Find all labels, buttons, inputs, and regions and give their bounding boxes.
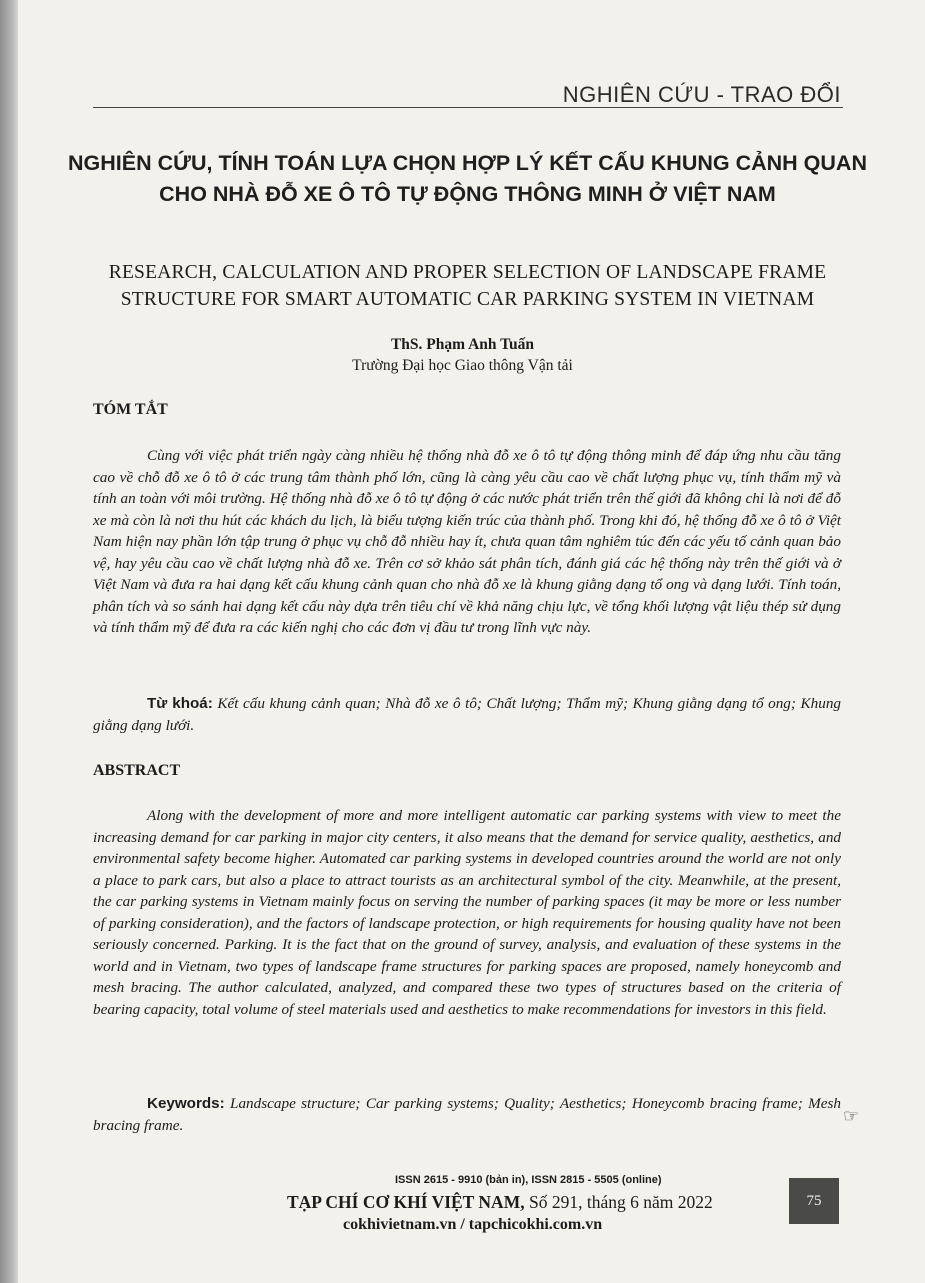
author-affiliation: Trường Đại học Giao thông Vận tải — [352, 357, 573, 374]
section-label: NGHIÊN CỨU - TRAO ĐỔI — [562, 82, 841, 107]
abstract-keywords — [93, 1093, 841, 1136]
header-divider — [93, 107, 843, 108]
page-number: 75 — [789, 1178, 839, 1224]
summary-heading: TÓM TẮT — [93, 401, 168, 418]
footer-issn: ISSN 2615 - 9910 (bản in), ISSN 2815 - 5505 (online) — [395, 1174, 662, 1186]
article-title-vietnamese: NGHIÊN CỨU, TÍNH TOÁN LỰA CHỌN HỢP LÝ KẾT CẤU KHUNG CẢNH QUAN CHO NHÀ ĐỖ XE Ô TÔ TỰ ĐỘNG THÔNG MINH Ở VIỆT NAM — [68, 151, 867, 206]
summary-body: Cùng với việc phát triển ngày càng nhiều hệ thống nhà đỗ xe ô tô tự động thông minh để đáp ứng nhu cầu tăng cao về chỗ đỗ xe ô tô ở các trung tâm thành phố lớn, cũng là càng yêu cầu cao về chất lượng phục vụ, tính thẩm mỹ và tính an toàn với môi trường. Hệ thống nhà đỗ xe ô tô tự động ở các nước phát triển trên thế giới đã không chỉ là nơi để đỗ xe mà còn là nơi thu hút các khách du lịch, là biểu tượng kiến trúc của thành phố. Trong khi đó, hệ thống đỗ xe ô tô ở Việt Nam hiện nay phần lớn tập trung ở phục vụ chỗ đỗ nhiều hay ít, chưa quan tâm nghiêm túc đến các yếu tố cảnh quan bảo vệ, hay yêu cầu cao về chất lượng nhà đỗ xe. Trên cơ sở khảo sát phân tích, đánh giá các hệ thống này trên thế giới và ở Việt Nam và đưa ra hai dạng kết cấu khung cảnh quan cho nhà đỗ xe là khung giằng dạng tổ ong và dạng lưới. Tính toán, phân tích và so sánh hai dạng kết cấu này dựa trên tiêu chí về khả năng chịu lực, về tổng khối lượng vật liệu thép sử dụng và tính thẩm mỹ để đưa ra các kiến nghị cho các đơn vị đầu tư trong lĩnh vực này. — [93, 447, 841, 636]
abstract-body: Along with the development of more and more intelligent automatic car parking systems with view to meet the increasing demand for car parking in major city centers, it also means that the demand for service quality, aesthetics, and environmental safety become higher. Automated car parking systems in developed countries around the world are not only a place to park cars, but also a place to attract tourists as an architectural symbol of the city. Meanwhile, at the present, the car parking systems in Vietnam mainly focus on serving the number of parking spaces (it may be more or less number of parking consideration), and the factors of landscape protection, or high requirements for housing quality have not been seriously concerned. Parking. It is the fact that on the ground of survey, analysis, and evaluation of these systems in the world and in Vietnam, two types of landscape frame structures for parking spaces are proposed, namely honeycomb and mesh bracing. The author calculated, analyzed, and compared these two types of structures based on the criteria of bearing capacity, total volume of steel materials used and aesthetics to make recommendations for investors in this field. — [93, 807, 841, 1018]
summary-keywords — [93, 693, 841, 736]
keywords-label-en: Keywords: — [147, 1095, 225, 1112]
abstract-heading: ABSTRACT — [93, 762, 181, 779]
journal-name: TẠP CHÍ CƠ KHÍ VIỆT NAM, — [287, 1192, 525, 1212]
footer-websites: cokhivietnam.vn / tapchicokhi.com.vn — [343, 1216, 603, 1233]
keywords-label-vn: Từ khoá: — [147, 695, 213, 712]
journal-issue: Số 291, tháng 6 năm 2022 — [528, 1192, 713, 1212]
pointing-hand-icon: ☞ — [843, 1106, 860, 1126]
article-title-english: RESEARCH, CALCULATION AND PROPER SELECTION OF LANDSCAPE FRAME STRUCTURE FOR SMART AUTOMATIC CAR PARKING SYSTEM IN VIETNAM — [108, 262, 827, 310]
keywords-text-vn: Kết cấu khung cảnh quan; Nhà đỗ xe ô tô; Chất lượng; Thẩm mỹ; Khung giằng dạng tổ ong; Khung giằng dạng lưới. — [93, 695, 842, 734]
author-name: ThS. Phạm Anh Tuấn — [390, 336, 535, 353]
keywords-text-en: Landscape structure; Car parking systems; Quality; Aesthetics; Honeycomb bracing frame; Mesh bracing frame. — [93, 1095, 841, 1134]
footer-journal — [287, 1192, 713, 1213]
page-spine-shadow — [0, 0, 18, 1283]
